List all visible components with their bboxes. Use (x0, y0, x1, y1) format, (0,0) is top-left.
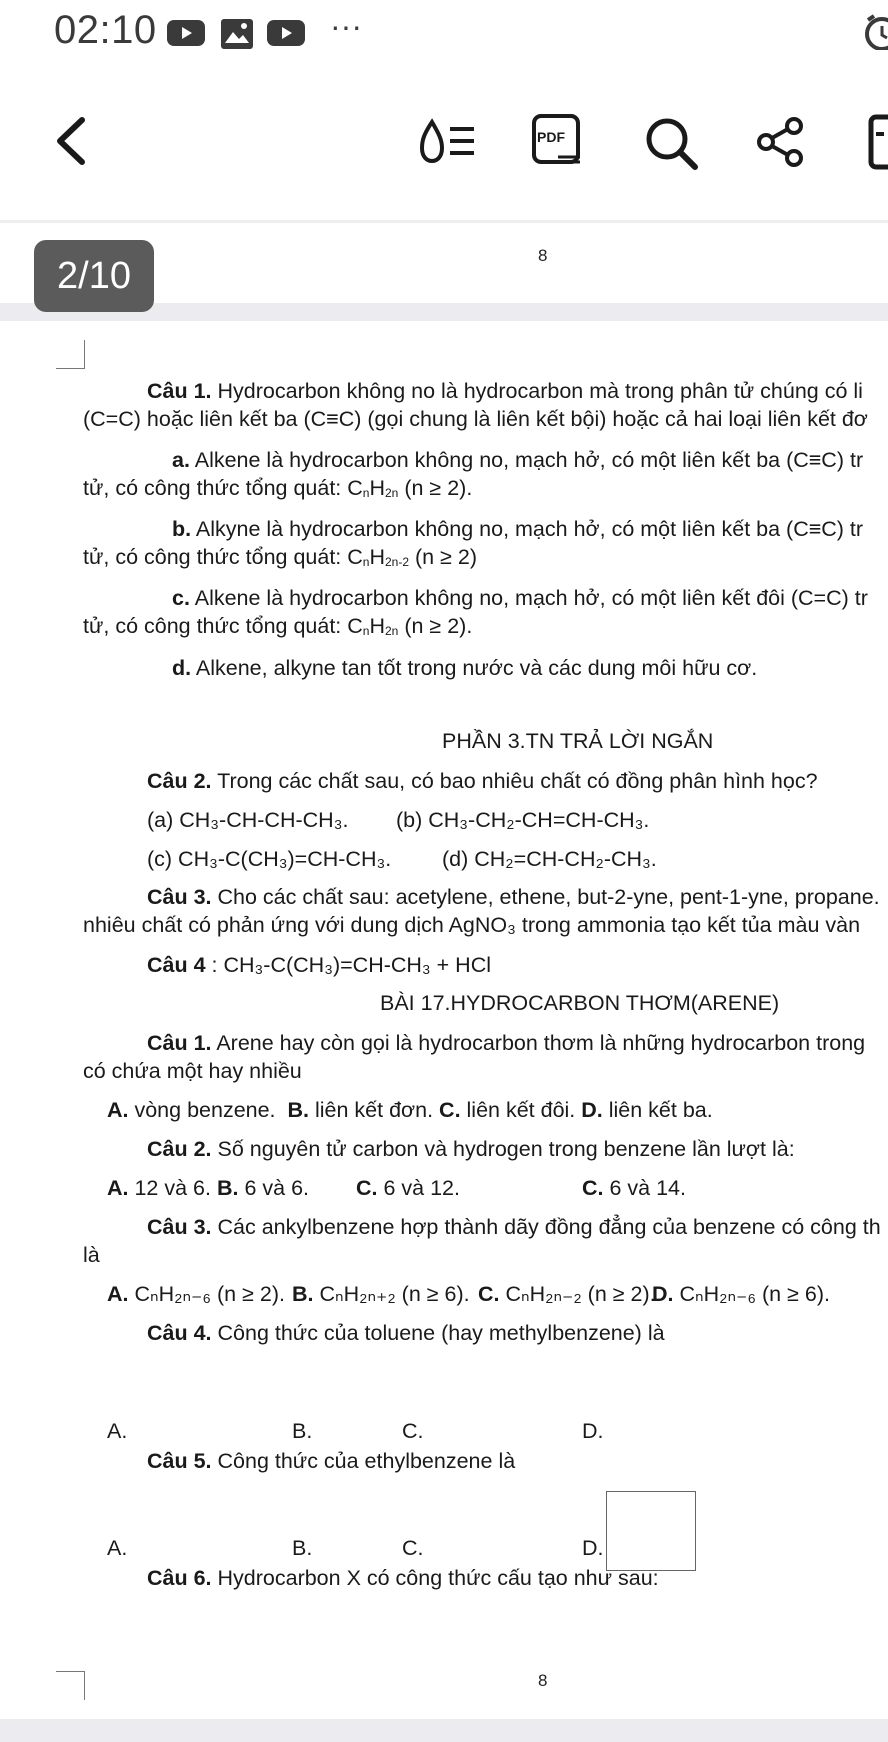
q1-option-a-formula: tử, có công thức tổng quát: $C_nH_{2n}$ (n ≥ 2). (83, 476, 473, 500)
l17-q2-option-d: C. 6 và 14. (582, 1176, 686, 1200)
q1-option-b-formula: tử, có công thức tổng quát: $C_nH_{2n-2}$ (n ≥ 2) (83, 545, 477, 569)
q1-line2: (C=C) hoặc liên kết ba (C≡C) (gọi chung là liên kết bội) hoặc cả hai loại liên kết đơ (83, 407, 868, 431)
l17-q3-option-c: C. CₙH₂ₙ₋₂ (n ≥ 2). (478, 1282, 656, 1306)
search-icon[interactable] (644, 116, 700, 172)
l17-q4-line: Câu 4. Công thức của toluene (hay methylbenzene) là (147, 1321, 665, 1345)
l17-q3-option-d: D. CₙH₂ₙ₋₆ (n ≥ 6). (652, 1282, 830, 1306)
reader-toolbar (0, 70, 888, 223)
page-divider-bottom (0, 1719, 888, 1742)
l17-q2-option-a: A. 12 và 6. (107, 1176, 211, 1200)
section-heading-lesson17: BÀI 17.HYDROCARBON THƠM(ARENE) (380, 991, 780, 1015)
q1-option-d: d. Alkene, alkyne tan tốt trong nước và các dung môi hữu cơ. (172, 656, 758, 680)
l17-q3-option-a: A. CₙH₂ₙ₋₆ (n ≥ 2). (107, 1282, 285, 1306)
page-number-bottom: 8 (538, 1671, 548, 1690)
q2-line: Câu 2. Trong các chất sau, có bao nhiêu chất có đồng phân hình học? (147, 769, 818, 793)
page-number-top: 8 (538, 246, 548, 265)
l17-q2-option-b: B. 6 và 6. (217, 1176, 310, 1200)
share-icon[interactable] (756, 116, 806, 168)
back-arrow-icon[interactable] (52, 116, 88, 166)
alarm-icon (862, 14, 888, 50)
pdf-convert-icon[interactable] (532, 114, 582, 168)
l17-q5-option-c: C. (402, 1536, 424, 1560)
page-indicator[interactable]: 2/10 (34, 240, 154, 312)
status-time: 02:10 (54, 8, 157, 52)
q1-option-c: c. Alkene là hydrocarbon không no, mạch hở, có một liên kết đôi (C=C) tr (172, 586, 868, 610)
l17-q5-option-b: B. (292, 1536, 313, 1560)
l17-q3-option-b: B. CₙH₂ₙ₊₂ (n ≥ 6). (292, 1282, 470, 1306)
q1-line1: Câu 1. Hydrocarbon không no là hydrocarbon mà trong phân tử chúng có li (147, 379, 863, 403)
q3-line2: nhiêu chất có phản ứng với dung dịch AgNO₃ trong ammonia tạo kết tủa màu vàn (83, 913, 861, 937)
l17-q2-option-c: C. 6 và 12. (356, 1176, 460, 1200)
l17-q1-line1: Câu 1. Arene hay còn gọi là hydrocarbon thơm là những hydrocarbon trong (147, 1031, 866, 1055)
image-placeholder-box (606, 1491, 696, 1571)
crop-mark (56, 1671, 85, 1700)
l17-q3-line2: là (83, 1243, 100, 1267)
l17-q5-line: Câu 5. Công thức của ethylbenzene là (147, 1449, 516, 1473)
l17-q4-option-b: B. (292, 1419, 313, 1443)
youtube-icon (166, 18, 206, 48)
gallery-icon (220, 18, 254, 50)
reading-mode-icon[interactable] (418, 118, 478, 164)
pdf-label: PDF (537, 129, 565, 145)
q2-option-c: (c) CH₃-C(CH₃)=CH-CH₃. (147, 847, 392, 871)
q2-option-b: (b) CH₃-CH₂-CH=CH-CH₃. (396, 808, 650, 832)
l17-q1-line2: có chứa một hay nhiều (83, 1059, 302, 1083)
q1-option-c-formula: tử, có công thức tổng quát: $C_nH_{2n}$ (n ≥ 2). (83, 614, 473, 638)
youtube-icon (266, 18, 306, 48)
crop-mark (56, 340, 85, 369)
l17-q1-options: A. vòng benzene. B. liên kết đơn. C. liên kết đôi. D. liên kết ba. (107, 1098, 713, 1122)
l17-q5-option-d: D. (582, 1536, 604, 1560)
l17-q2-line: Câu 2. Số nguyên tử carbon và hydrogen trong benzene lần lượt là: (147, 1137, 795, 1161)
l17-q4-option-c: C. (402, 1419, 424, 1443)
q1-option-a: a. Alkene là hydrocarbon không no, mạch hở, có một liên kết ba (C≡C) tr (172, 448, 864, 472)
q2-option-d: (d) CH₂=CH-CH₂-CH₃. (442, 847, 657, 871)
status-bar (0, 0, 888, 70)
document-page (0, 321, 888, 1719)
section-heading-part3: PHẦN 3.TN TRẢ LỜI NGẮN (442, 729, 714, 753)
l17-q4-option-d: D. (582, 1419, 604, 1443)
q4-line: Câu 4 : CH₃-C(CH₃)=CH-CH₃ + HCl (147, 953, 492, 977)
more-dots-icon: ··· (330, 8, 362, 44)
l17-q3-line1: Câu 3. Các ankylbenzene hợp thành dãy đồng đẳng của benzene có công th (147, 1215, 881, 1239)
l17-q5-option-a: A. (107, 1536, 128, 1560)
l17-q6-line: Câu 6. Hydrocarbon X có công thức cấu tạo như sau: (147, 1566, 659, 1590)
l17-q4-option-a: A. (107, 1419, 128, 1443)
q2-option-a: (a) CH₃-CH-CH-CH₃. (147, 808, 349, 832)
q3-line1: Câu 3. Cho các chất sau: acetylene, ethene, but-2-yne, pent-1-yne, propane. (147, 885, 880, 909)
q1-option-b: b. Alkyne là hydrocarbon không no, mạch hở, có một liên kết ba (C≡C) tr (172, 517, 864, 541)
bookmark-icon[interactable] (868, 114, 888, 170)
